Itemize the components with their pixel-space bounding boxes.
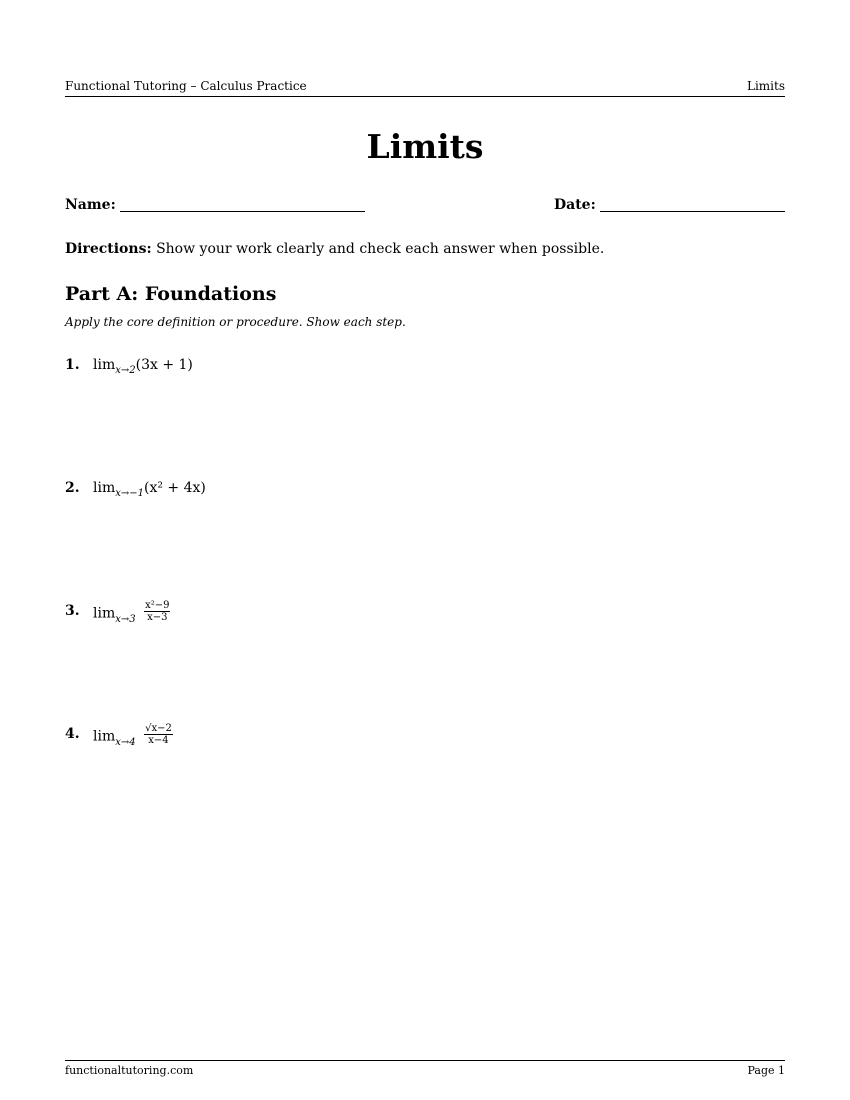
fraction-denominator: x−3 [147, 612, 168, 623]
problem-number: 2. [65, 480, 80, 496]
lim-approach: x→4 [115, 736, 136, 748]
limit-body: (3x + 1) [135, 357, 193, 373]
date-blank-line[interactable] [600, 211, 785, 212]
running-footer [65, 1060, 785, 1079]
footer-site: functionaltutoring.com [65, 1064, 194, 1077]
directions [65, 240, 604, 258]
problem-number: 4. [65, 726, 80, 742]
footer-page-number: Page 1 [747, 1064, 785, 1077]
fraction-denominator: x−4 [148, 735, 169, 746]
header-right-text: Limits [746, 79, 785, 93]
name-label: Name: [65, 197, 116, 213]
section-subtitle: Apply the core definition or procedure. Show each step. [65, 315, 406, 329]
lim-operator: lim [93, 728, 116, 745]
lim-approach: x→3 [115, 613, 136, 625]
problem-4 [65, 725, 465, 755]
directions-text: Show your work clearly and check each answer when possible. [156, 241, 605, 257]
problem-3 [65, 602, 465, 632]
directions-label: Directions: [65, 241, 152, 257]
header-left-text: Functional Tutoring – Calculus Practice [65, 79, 307, 93]
section-title: Part A: Foundations [65, 283, 277, 305]
fraction [144, 723, 173, 746]
name-blank-line[interactable] [120, 211, 365, 212]
problem-2 [65, 479, 465, 509]
name-field [65, 196, 365, 216]
problem-expression [93, 602, 170, 625]
date-field [554, 196, 785, 216]
page-title: Limits [366, 127, 484, 166]
lim-operator: lim [93, 605, 116, 622]
running-header [65, 77, 785, 97]
problem-number: 3. [65, 603, 80, 619]
problem-expression [93, 725, 173, 748]
fraction-numerator: x²−9 [145, 600, 170, 611]
lim-approach: x→−1 [115, 488, 144, 499]
fraction [144, 600, 170, 623]
problem-number: 1. [65, 357, 80, 373]
problem-expression [93, 356, 193, 376]
lim-operator: lim [93, 480, 116, 496]
problem-1 [65, 356, 465, 386]
problem-expression [93, 479, 206, 499]
lim-operator: lim [93, 357, 116, 373]
lim-approach: x→2 [115, 365, 136, 376]
fraction-numerator: √x−2 [145, 723, 172, 734]
limit-body: (x² + 4x) [144, 480, 206, 496]
date-label: Date: [554, 197, 596, 213]
